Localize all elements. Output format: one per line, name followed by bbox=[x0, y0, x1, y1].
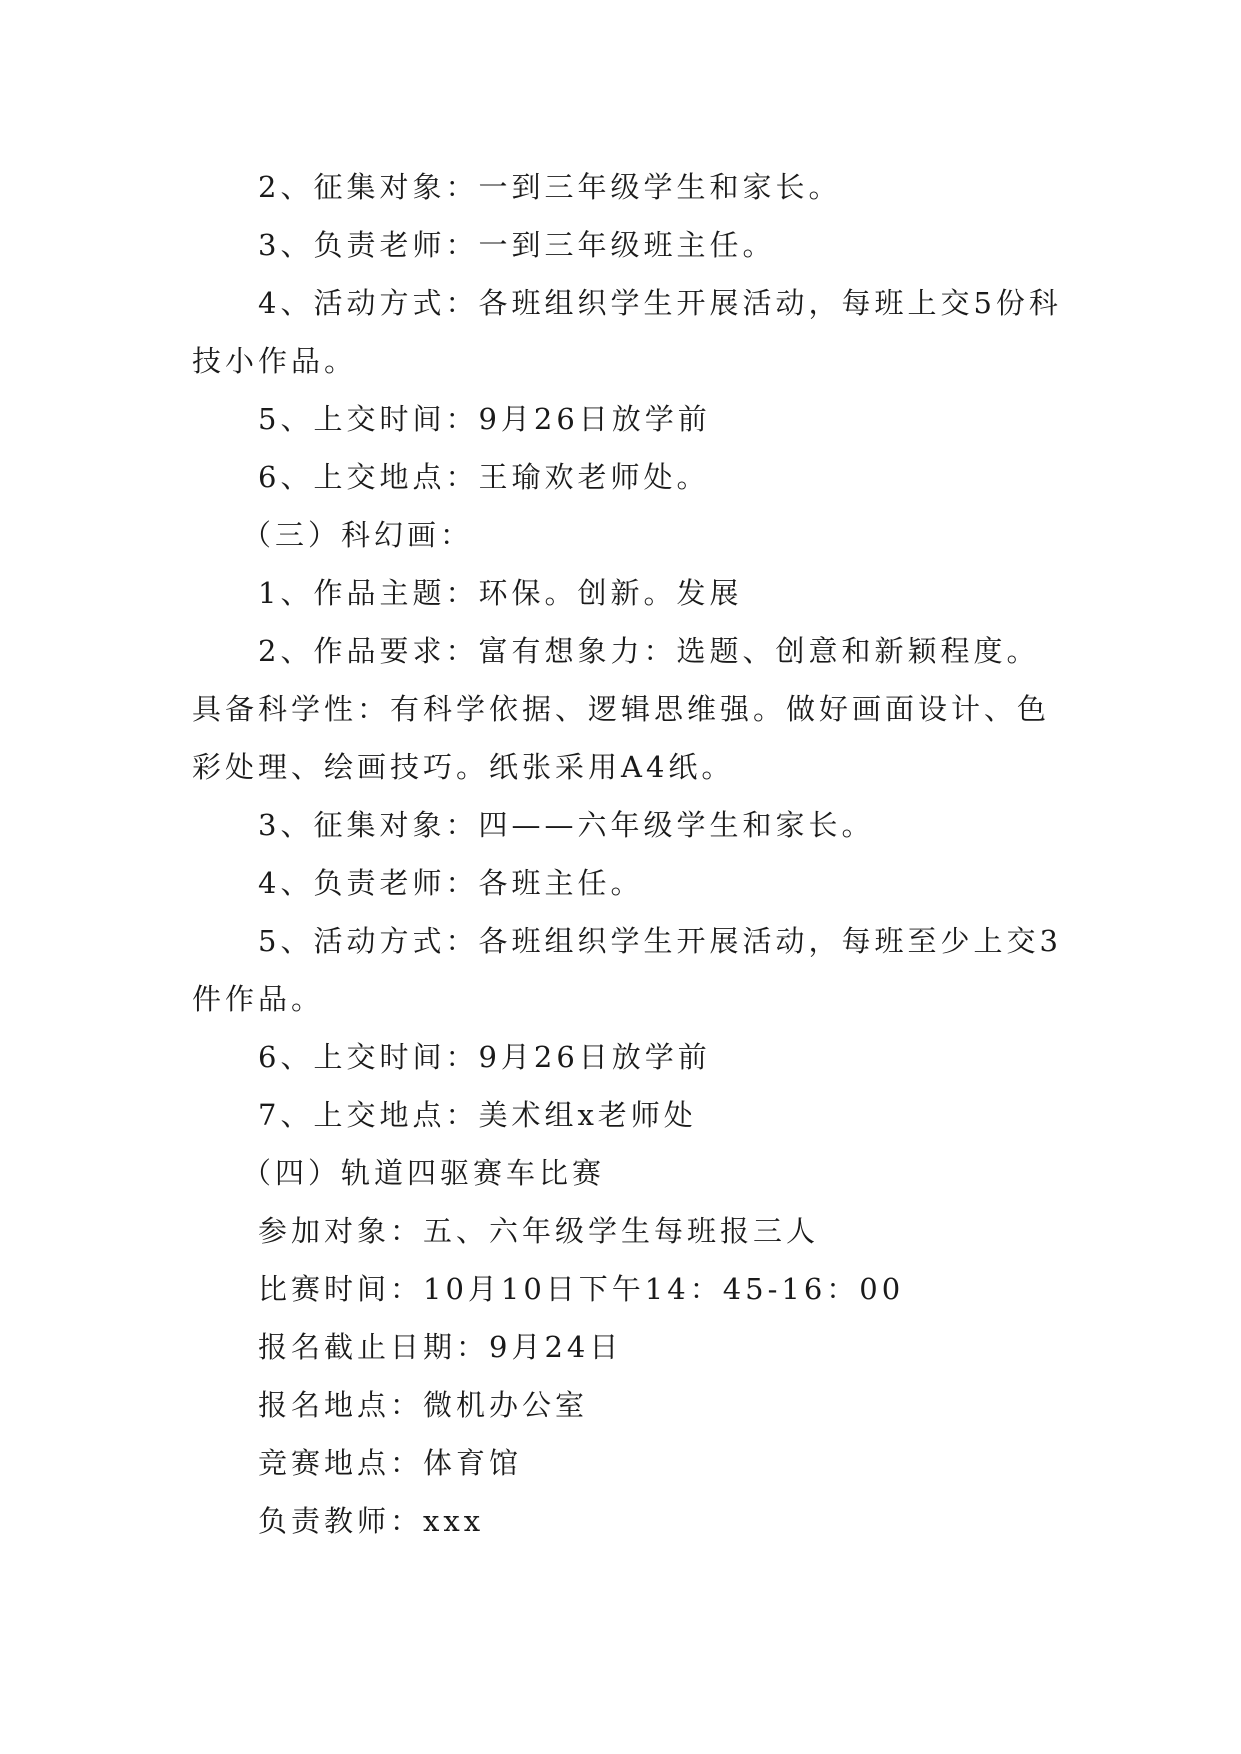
paragraph-registration-place: 报名地点：微机办公室 bbox=[258, 1388, 589, 1422]
paragraph-collection-target-2: 3、征集对象：四——六年级学生和家长。 bbox=[258, 808, 875, 842]
paragraph-activity-method-2: 5、活动方式：各班组织学生开展活动，每班至少上交3件作品。 bbox=[192, 924, 1062, 1016]
section-heading-sci-fi-painting: （三）科幻画： bbox=[242, 518, 474, 552]
paragraph-competition-time: 比赛时间：10月10日下午14：45-16：00 bbox=[258, 1272, 905, 1306]
paragraph-collection-target: 2、征集对象：一到三年级学生和家长。 bbox=[258, 170, 842, 204]
section-heading-race-car: （四）轨道四驱赛车比赛 bbox=[242, 1156, 606, 1190]
paragraph-submission-time: 5、上交时间：9月26日放学前 bbox=[258, 402, 711, 436]
paragraph-submission-place: 6、上交地点：王瑜欢老师处。 bbox=[258, 460, 710, 494]
paragraph-work-theme: 1、作品主题：环保。创新。发展 bbox=[258, 576, 743, 610]
paragraph-submission-place-2: 7、上交地点：美术组x老师处 bbox=[258, 1098, 697, 1132]
paragraph-registration-deadline: 报名截止日期：9月24日 bbox=[258, 1330, 623, 1364]
paragraph-submission-time-2: 6、上交时间：9月26日放学前 bbox=[258, 1040, 711, 1074]
paragraph-competition-venue: 竞赛地点：体育馆 bbox=[258, 1446, 523, 1480]
document-body bbox=[192, 158, 1062, 1550]
paragraph-teacher-in-charge-2: 4、负责老师：各班主任。 bbox=[258, 866, 644, 900]
paragraph-participants: 参加对象：五、六年级学生每班报三人 bbox=[258, 1214, 820, 1248]
paragraph-responsible-teacher: 负责教师：xxx bbox=[258, 1504, 485, 1538]
paragraph-activity-method: 4、活动方式：各班组织学生开展活动，每班上交5份科技小作品。 bbox=[192, 286, 1062, 378]
paragraph-teacher-in-charge: 3、负责老师：一到三年级班主任。 bbox=[258, 228, 776, 262]
paragraph-work-requirements: 2、作品要求：富有想象力：选题、创意和新颖程度。具备科学性：有科学依据、逻辑思维强。做好画面设计、色彩处理、绘画技巧。纸张采用A4纸。 bbox=[192, 634, 1051, 784]
